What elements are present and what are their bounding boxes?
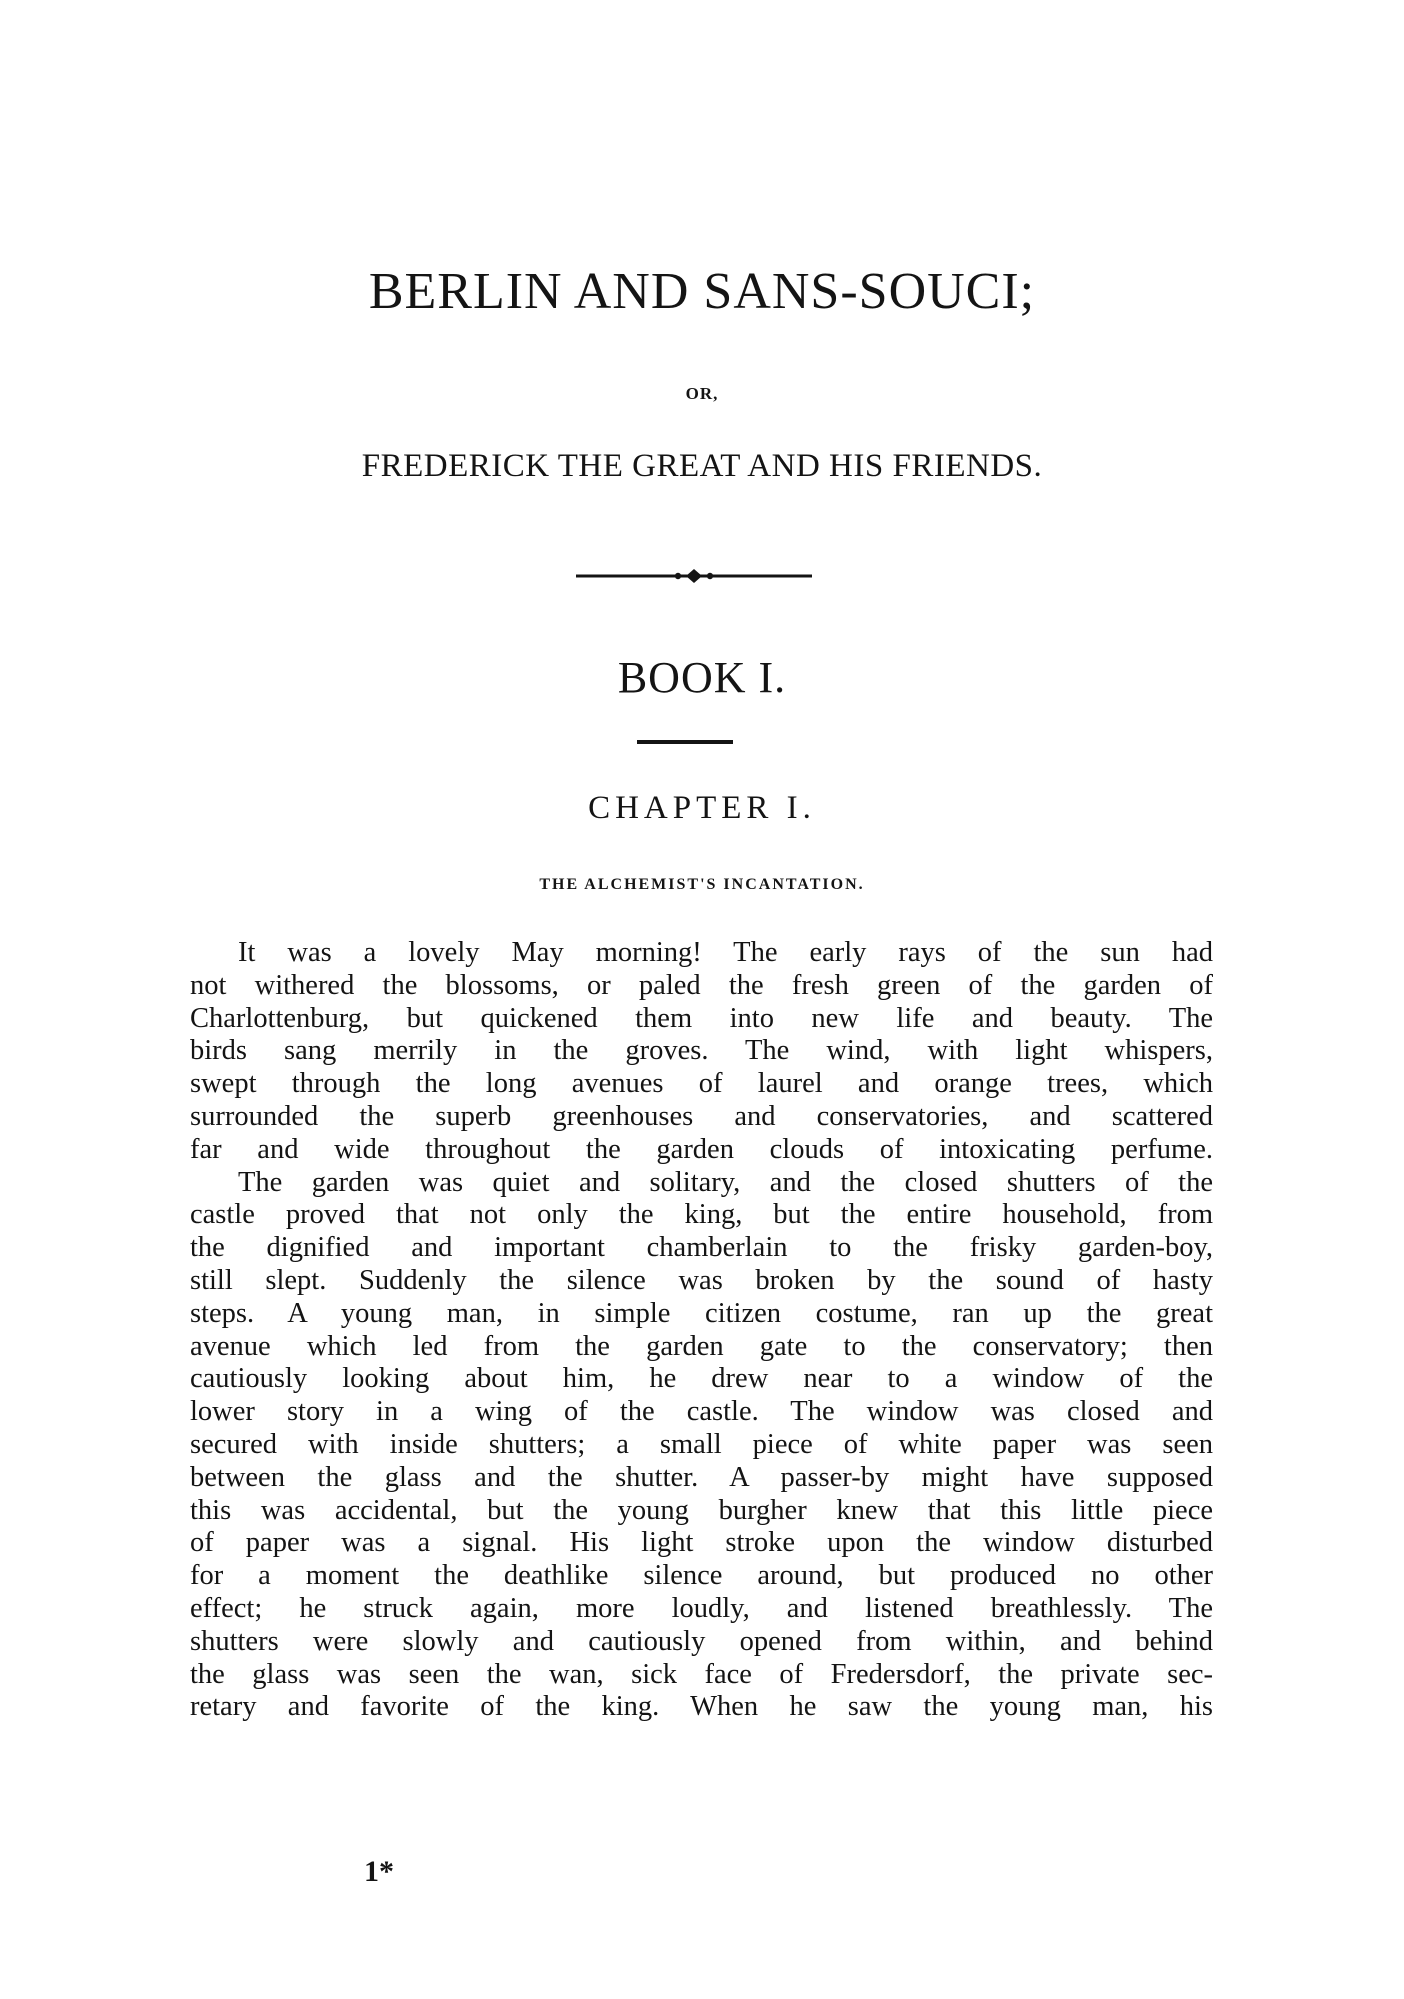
text-line: lower story in a wing of the castle. The window was closed and — [190, 1396, 1213, 1428]
chapter-title: THE ALCHEMIST'S INCANTATION. — [539, 876, 865, 893]
text-line: birds sang merrily in the groves. The wind, with light whispers, — [190, 1035, 1213, 1067]
text-line: cautiously looking about him, he drew near to a window of the — [190, 1363, 1213, 1395]
title-conjunction: OR, — [685, 384, 719, 403]
chapter-heading: CHAPTER I. — [588, 790, 816, 826]
paragraph-1 — [190, 937, 1213, 1167]
text-line: castle proved that not only the king, but the entire household, from — [190, 1199, 1213, 1231]
text-line: secured with inside shutters; a small piece of white paper was seen — [190, 1428, 1213, 1460]
text-line: for a moment the deathlike silence around, but produced no other — [190, 1560, 1213, 1592]
ornament-divider-icon — [576, 568, 812, 584]
book-subtitle: FREDERICK THE GREAT AND HIS FRIENDS. — [361, 448, 1043, 484]
text-line: the dignified and important chamberlain to the frisky garden-boy, — [190, 1232, 1213, 1264]
text-line: shutters were slowly and cautiously opened from within, and behind — [190, 1625, 1213, 1657]
text-line: between the glass and the shutter. A passer-by might have supposed — [190, 1461, 1213, 1493]
text-line: It was a lovely May morning! The early rays of the sun had — [238, 937, 1213, 968]
text-line: of paper was a signal. His light stroke upon the window disturbed — [190, 1527, 1213, 1559]
text-line: not withered the blossoms, or paled the fresh green of the garden of — [190, 969, 1213, 1001]
chapter-body — [190, 937, 1213, 1724]
book-title: BERLIN AND SANS-SOUCI; — [368, 263, 1036, 320]
paragraph-2 — [190, 1167, 1213, 1725]
text-line: Charlottenburg, but quickened them into new life and beauty. The — [190, 1002, 1213, 1034]
text-line: swept through the long avenues of laurel and orange trees, which — [190, 1068, 1213, 1100]
signature-mark: 1* — [364, 1855, 394, 1888]
text-line: the glass was seen the wan, sick face of Fredersdorf, the private sec- — [190, 1658, 1213, 1690]
text-line: steps. A young man, in simple citizen costume, ran up the great — [190, 1297, 1213, 1329]
text-line: retary and favorite of the king. When he saw the young man, his — [190, 1691, 1213, 1723]
text-line: far and wide throughout the garden clouds of intoxicating perfume. — [190, 1133, 1213, 1165]
text-line: avenue which led from the garden gate to the conservatory; then — [190, 1330, 1213, 1362]
text-line: this was accidental, but the young burgher knew that this little piece — [190, 1494, 1213, 1526]
text-line: still slept. Suddenly the silence was broken by the sound of hasty — [190, 1264, 1213, 1296]
book-heading: BOOK I. — [617, 653, 787, 702]
text-line: The garden was quiet and solitary, and the closed shutters of the — [238, 1166, 1213, 1198]
section-rule — [637, 740, 733, 744]
text-line: effect; he struck again, more loudly, and listened breathlessly. The — [190, 1592, 1213, 1624]
text-line: surrounded the superb greenhouses and conservatories, and scattered — [190, 1100, 1213, 1132]
